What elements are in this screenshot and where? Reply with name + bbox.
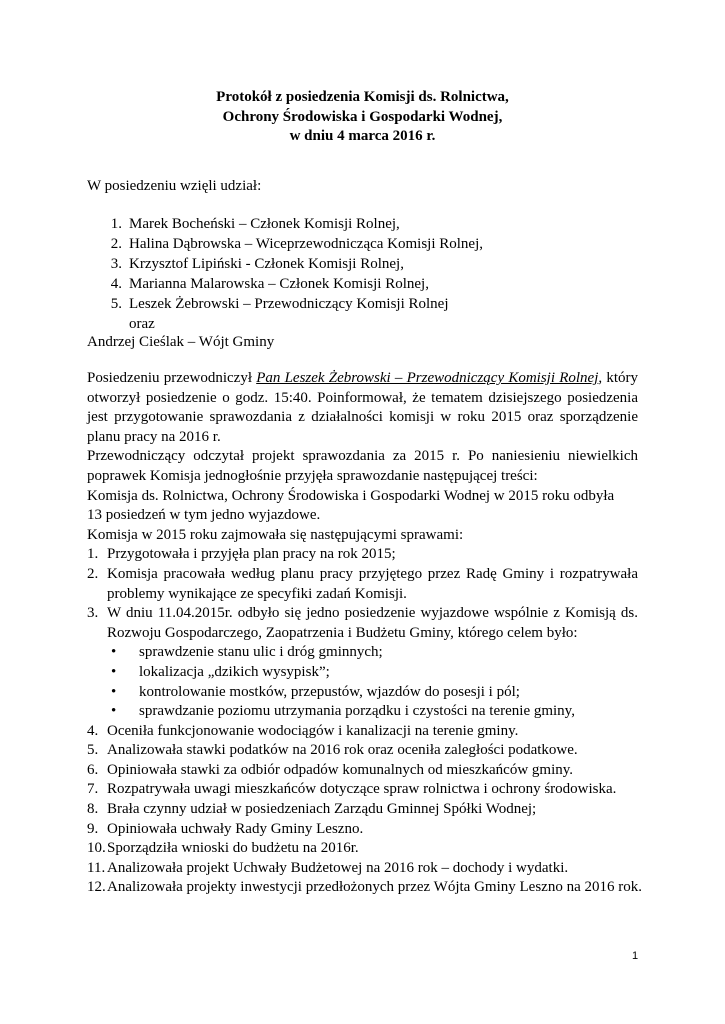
list-item-number: 9. [87,820,99,837]
list-item [87,604,638,643]
list-item-number: 10. [87,840,106,857]
oraz-text: oraz [129,316,155,332]
wojt-line: Andrzej Cieślak – Wójt Gminy [87,334,275,350]
list-item-number: 2. [87,565,99,582]
para1-after: , który otworzył posiedzenie o godz. 15:40. Poinformował, że tematem dzisiejszego posiedzenia jest przygotowanie sprawozdania z działalności komisji w roku 2015 oraz sporządzenie planu pracy na 2016 r. [87,370,638,445]
list-item-number: 8. [87,801,99,818]
list-item-text: Brała czynny udział w posiedzeniach Zarządu Gminnej Spółki Wodnej; [107,801,537,818]
list-item [87,565,638,604]
list-item [87,780,638,800]
list-item [87,820,638,840]
paragraph-report-line-1: Komisja ds. Rolnictwa, Ochrony Środowiska i Gospodarki Wodnej w 2015 roku odbyła [87,487,615,504]
list-item-number: 1. [87,546,99,563]
attendee-text: Krzysztof Lipiński - Członek Komisji Rolnej, [129,256,404,272]
attendee-number: 5. [110,296,122,312]
attendee-text: Halina Dąbrowska – Wiceprzewodnicząca Komisji Rolnej, [129,236,484,252]
list-item-text: Rozpatrywała uwagi mieszkańców dotyczące spraw rolnictwa i ochrony środowiska. [107,781,617,798]
document-body [87,369,642,898]
list-item-number: 3. [87,605,99,622]
bullet-icon: • [111,683,117,700]
document-title [0,88,725,147]
list-item-text: Analizowała projekty inwestycji przedłożonych przez Wójta Gminy Leszno na 2016 rok. [107,879,642,896]
list-item-number: 4. [87,722,99,739]
bullet-icon: • [111,663,117,680]
attendance-intro: W posiedzeniu wzięli udział: [87,178,262,194]
list-item-text: Opiniowała uchwały Rady Gminy Leszno. [107,820,364,837]
bullet-icon: • [111,644,117,661]
title-line-2: Ochrony Środowiska i Gospodarki Wodnej, [222,108,503,125]
bullet-text: lokalizacja „dzikich wysypisk”; [139,663,330,680]
list-item-text: Analizowała stawki podatków na 2016 rok oraz oceniła zaległości podatkowe. [107,742,578,759]
paragraph-report-line-2: 13 posiedzeń w tym jedno wyjazdowe. [87,507,321,524]
attendee-number: 2. [110,236,122,252]
list-item [87,878,642,898]
bullet-text: sprawdzanie poziomu utrzymania porządku i czystości na terenie gminy, [139,703,575,720]
chair-name: Pan Leszek Żebrowski – Przewodniczący Komisji Rolnej [256,370,599,386]
list-item-number: 7. [87,781,99,798]
attendee-number: 3. [110,256,122,272]
list-item [87,545,638,565]
attendee-number: 1. [110,216,122,232]
list-item-text: Opiniowała stawki za odbiór odpadów komunalnych od mieszkańców gminy. [107,761,574,778]
bullet-icon: • [111,703,117,720]
bullet-item [107,702,638,722]
bullet-item [107,663,638,683]
list-item [87,859,638,879]
attendee-text: Marek Bocheński – Członek Komisji Rolnej, [129,216,400,232]
list-item-text: Przygotowała i przyjęła plan pracy na rok 2015; [107,546,396,563]
paragraph-chair [87,369,638,447]
title-line-3: w dniu 4 marca 2016 r. [289,128,436,144]
list-item [87,741,638,761]
list-item-text: Komisja pracowała według planu pracy przyjętego przez Radę Gminy i rozpatrywała problemy wynikające ze specyfiki zadań Komisji. [107,565,638,602]
page-number: 1 [632,950,639,962]
attendee-text: Marianna Malarowska – Członek Komisji Rolnej, [129,276,429,292]
list-item-number: 11. [87,859,106,876]
matters-list [87,545,642,898]
list-item-text: W dniu 11.04.2015r. odbyło się jedno posiedzenie wyjazdowe wspólnie z Komisją ds. Rozwoju Gospodarczego, Zaopatrzenia i Budżetu Gminy, którego celem było: [107,605,638,641]
paragraph-reading: Przewodniczący odczytał projekt sprawozdania za 2015 r. Po naniesieniu niewielkich poprawek Komisja jednogłośnie przyjęła sprawozdanie następującej treści: [87,448,638,484]
list-item-text: Analizowała projekt Uchwały Budżetowej na 2016 rok – dochody i wydatki. [107,859,569,876]
list-item-text: Oceniła funkcjonowanie wodociągów i kanalizacji na terenie gminy. [107,722,519,739]
para1-before: Posiedzeniu przewodniczył [87,370,257,386]
list-item-number: 6. [87,761,99,778]
list-item [87,800,638,820]
bullet-item [107,643,638,663]
bullet-text: kontrolowanie mostków, przepustów, wjazdów do posesji i pól; [139,683,520,700]
title-line-1: Protokół z posiedzenia Komisji ds. Rolnictwa, [216,89,509,105]
list-item-number: 5. [87,742,99,759]
attendee-number: 4. [110,276,122,292]
attendee-text: Leszek Żebrowski – Przewodniczący Komisji Rolnej [129,296,449,312]
list-item-number: 12. [87,879,106,896]
list-item [87,761,638,781]
bullet-item [107,683,638,703]
paragraph-matters-intro: Komisja w 2015 roku zajmowała się następującymi sprawami: [87,526,464,543]
list-item [87,839,638,859]
bullet-text: sprawdzenie stanu ulic i dróg gminnych; [139,644,383,661]
list-item [87,722,638,742]
list-item-text: Sporządziła wnioski do budżetu na 2016r. [107,840,359,857]
